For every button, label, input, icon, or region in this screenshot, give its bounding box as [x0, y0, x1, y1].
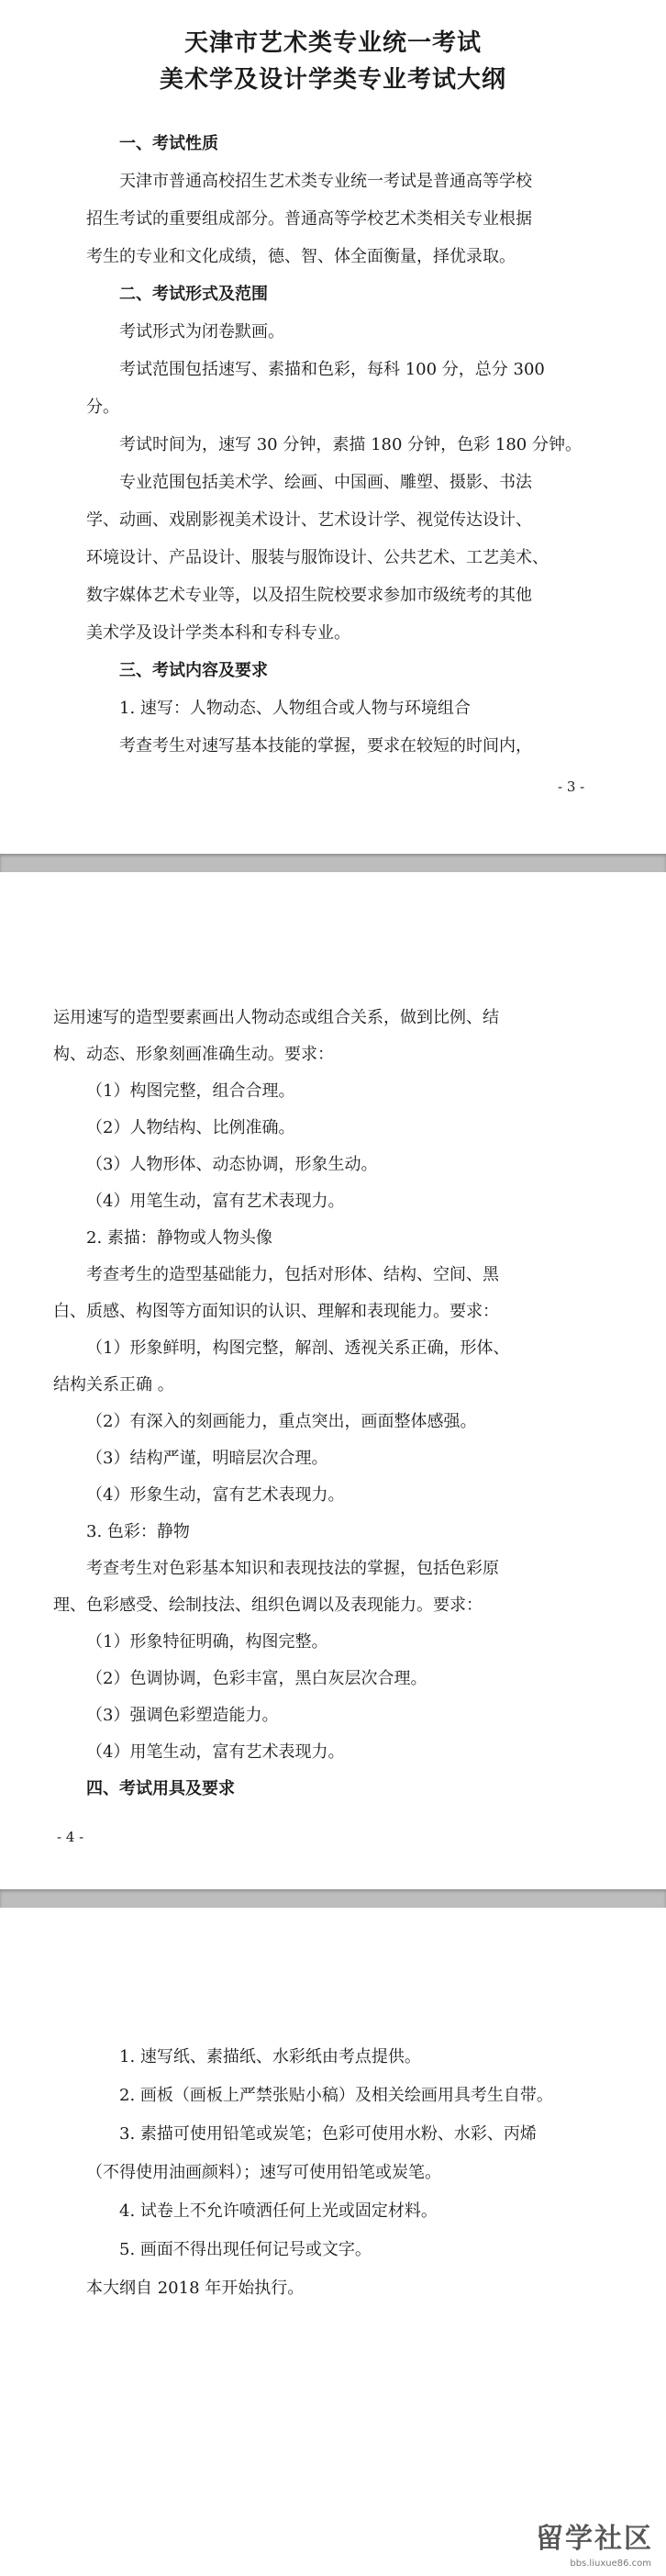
list-item: （3）强调色彩塑造能力。	[86, 1706, 279, 1725]
section-heading-content: 三、考试内容及要求	[119, 661, 268, 680]
paragraph-line: 考查考生的造型基础能力，包括对形体、结构、空间、黑	[86, 1265, 499, 1284]
section-heading-nature: 一、考试性质	[119, 134, 218, 153]
list-item: （4）形象生动，富有艺术表现力。	[86, 1485, 345, 1505]
document-title-line-2: 美术学及设计学类专业考试大纲	[159, 66, 506, 94]
list-item: 3. 素描可使用铅笔或炭笔；色彩可使用水粉、水彩、丙烯	[119, 2124, 537, 2144]
paragraph-line: 考生的专业和文化成绩，德、智、体全面衡量，择优录取。	[86, 247, 516, 266]
watermark-logo: 留学社区	[536, 2523, 653, 2555]
effective-date-line: 本大纲自 2018 年开始执行。	[86, 2279, 305, 2298]
list-item: （1）形象特征明确，构图完整。	[86, 1632, 328, 1652]
list-item: （1）构图完整，组合合理。	[86, 1081, 295, 1101]
paragraph-line: 分。	[86, 398, 119, 417]
document-page-2	[0, 872, 666, 1889]
list-item: 1. 速写纸、素描纸、水彩纸由考点提供。	[119, 2047, 421, 2066]
document-title-line-1: 天津市艺术类专业统一考试	[183, 29, 482, 57]
section-heading-form: 二、考试形式及范围	[119, 285, 268, 304]
subsection-heading: 3. 色彩：静物	[86, 1522, 190, 1541]
page-separator	[0, 854, 666, 872]
paragraph-line: 运用速写的造型要素画出人物动态或组合关系，做到比例、结	[53, 1008, 499, 1027]
list-item: 2. 画板（画板上严禁张贴小稿）及相关绘画用具考生自带。	[119, 2086, 553, 2105]
list-item: （1）形象鲜明，构图完整，解剖、透视关系正确，形体、	[86, 1338, 510, 1358]
page-number: - 3 -	[558, 778, 585, 795]
list-item: （4）用笔生动，富有艺术表现力。	[86, 1742, 345, 1762]
list-item: （不得使用油画颜料）；速写可使用铅笔或炭笔。	[86, 2163, 441, 2182]
list-item: （3）人物形体、动态协调，形象生动。	[86, 1155, 378, 1174]
paragraph-line: 美术学及设计学类本科和专科专业。	[86, 623, 350, 643]
paragraph-line: 招生考试的重要组成部分。普通高等学校艺术类相关专业根据	[86, 209, 532, 229]
subsection-heading: 2. 素描：静物或人物头像	[86, 1228, 272, 1248]
list-item: 4. 试卷上不允许喷洒任何上光或固定材料。	[119, 2201, 438, 2221]
paragraph-line: 1. 速写：人物动态、人物组合或人物与环境组合	[119, 699, 471, 718]
paragraph-line: 考查考生对色彩基本知识和表现技法的掌握，包括色彩原	[86, 1559, 499, 1578]
paragraph-line: 学、动画、戏剧影视美术设计、艺术设计学、视觉传达设计、	[86, 510, 532, 530]
paragraph-line: 天津市普通高校招生艺术类专业统一考试是普通高等学校	[119, 172, 532, 191]
section-heading-tools: 四、考试用具及要求	[86, 1779, 235, 1798]
page-number: - 4 -	[57, 1829, 84, 1845]
paragraph-line: 专业范围包括美术学、绘画、中国画、雕塑、摄影、书法	[119, 473, 532, 492]
list-item: 5. 画面不得出现任何记号或文字。	[119, 2240, 372, 2259]
paragraph-line: 考试时间为，速写 30 分钟，素描 180 分钟，色彩 180 分钟。	[119, 435, 582, 454]
paragraph-line: 结构关系正确 。	[53, 1375, 174, 1394]
list-item: （2）有深入的刻画能力，重点突出，画面整体感强。	[86, 1412, 477, 1431]
document-page-3	[0, 1908, 666, 2576]
paragraph-line: 构、动态、形象刻画准确生动。要求：	[53, 1045, 334, 1064]
list-item: （2）色调协调，色彩丰富，黑白灰层次合理。	[86, 1669, 427, 1688]
paragraph-line: 环境设计、产品设计、服装与服饰设计、公共艺术、工艺美术、	[86, 548, 549, 567]
paragraph-line: 考试范围包括速写、素描和色彩，每科 100 分，总分 300	[119, 360, 545, 379]
paragraph-line: 白、质感、构图等方面知识的认识、理解和表现能力。要求：	[53, 1302, 499, 1321]
watermark-url: bbs.liuxue86.com	[570, 2559, 651, 2569]
document-page-1	[0, 0, 666, 854]
paragraph-line: 考查考生对速写基本技能的掌握，要求在较短的时间内，	[119, 736, 532, 756]
list-item: （2）人物结构、比例准确。	[86, 1118, 295, 1137]
list-item: （4）用笔生动，富有艺术表现力。	[86, 1192, 345, 1211]
paragraph-line: 数字媒体艺术专业等，以及招生院校要求参加市级统考的其他	[86, 586, 532, 605]
page-separator	[0, 1889, 666, 1908]
list-item: （3）结构严谨，明暗层次合理。	[86, 1449, 328, 1468]
paragraph-line: 理、色彩感受、绘制技法、组织色调以及表现能力。要求：	[53, 1596, 483, 1615]
paragraph-line: 考试形式为闭卷默画。	[119, 322, 284, 342]
